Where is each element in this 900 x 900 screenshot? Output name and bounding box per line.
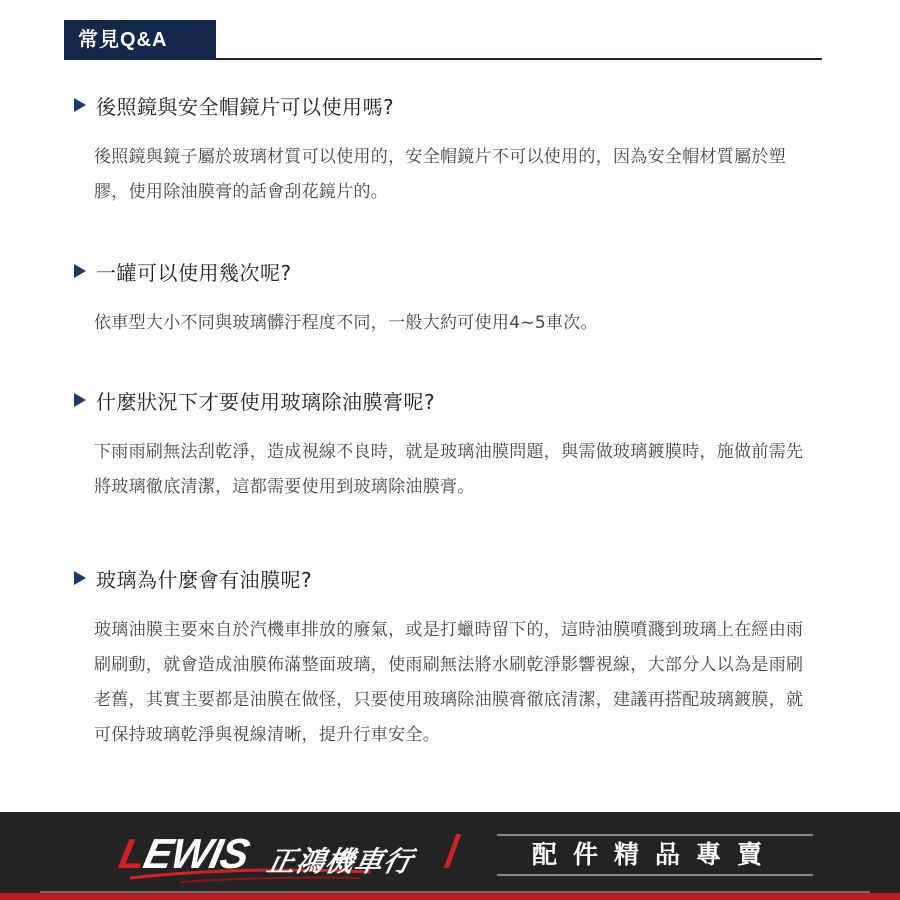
qa-item bbox=[74, 88, 834, 210]
question-row bbox=[74, 561, 834, 595]
tagline-text: 配件精品專賣 bbox=[531, 840, 778, 869]
triangle-bullet-icon bbox=[74, 264, 86, 278]
qa-item bbox=[74, 254, 834, 341]
triangle-bullet-icon bbox=[74, 393, 86, 407]
qa-item bbox=[74, 561, 834, 753]
question-row bbox=[74, 254, 834, 288]
triangle-bullet-icon bbox=[74, 98, 86, 112]
shop-name: 正鴻機車行 bbox=[264, 845, 417, 878]
logo-wordmark: LEWIS bbox=[115, 830, 254, 877]
answer-text: 後照鏡與鏡子屬於玻璃材質可以使用的，安全帽鏡片不可以使用的，因為安全帽材質屬於塑膠，使用除油膜膏的話會刮花鏡片的。 bbox=[94, 147, 786, 202]
answer-text: 下雨雨刷無法刮乾淨，造成視線不良時，就是玻璃油膜問題，與需做玻璃鍍膜時，施做前需先將玻璃徹底清潔，這都需要使用到玻璃除油膜膏。 bbox=[94, 442, 804, 497]
footer-red-stripe bbox=[0, 893, 900, 900]
slash-divider bbox=[444, 834, 461, 868]
header-divider bbox=[64, 58, 822, 60]
question-text: 什麼狀況下才要使用玻璃除油膜膏呢? bbox=[96, 389, 436, 414]
question-text: 一罐可以使用幾次呢? bbox=[96, 260, 292, 285]
answer-text: 玻璃油膜主要來自於汽機車排放的廢氣，或是打蠟時留下的，這時油膜噴濺到玻璃上在經由雨刷刷動，就會造成油膜佈滿整面玻璃，使雨刷無法將水刷乾淨影響視線，大部分人以為是雨刷老舊，其實主要都是油膜在做怪，只要使用玻璃除油膜膏徹底清潔，建議再搭配玻璃鍍膜，就可保持玻璃乾淨與視線清晰，提升行車安全。 bbox=[94, 620, 804, 745]
qa-item bbox=[74, 383, 834, 505]
triangle-bullet-icon bbox=[74, 571, 86, 585]
question-row bbox=[74, 383, 834, 417]
question-text: 後照鏡與安全帽鏡片可以使用嗎? bbox=[96, 94, 395, 119]
answer-text: 依車型大小不同與玻璃髒汙程度不同，一般大約可使用4~5車次。 bbox=[94, 313, 598, 333]
footer-banner bbox=[0, 812, 900, 900]
question-text: 玻璃為什麼會有油膜呢? bbox=[96, 567, 313, 592]
section-title: 常見Q&A bbox=[64, 20, 216, 60]
question-row bbox=[74, 88, 834, 122]
section-header bbox=[64, 20, 822, 60]
tagline-box bbox=[497, 834, 813, 876]
lewis-logo bbox=[115, 826, 430, 886]
